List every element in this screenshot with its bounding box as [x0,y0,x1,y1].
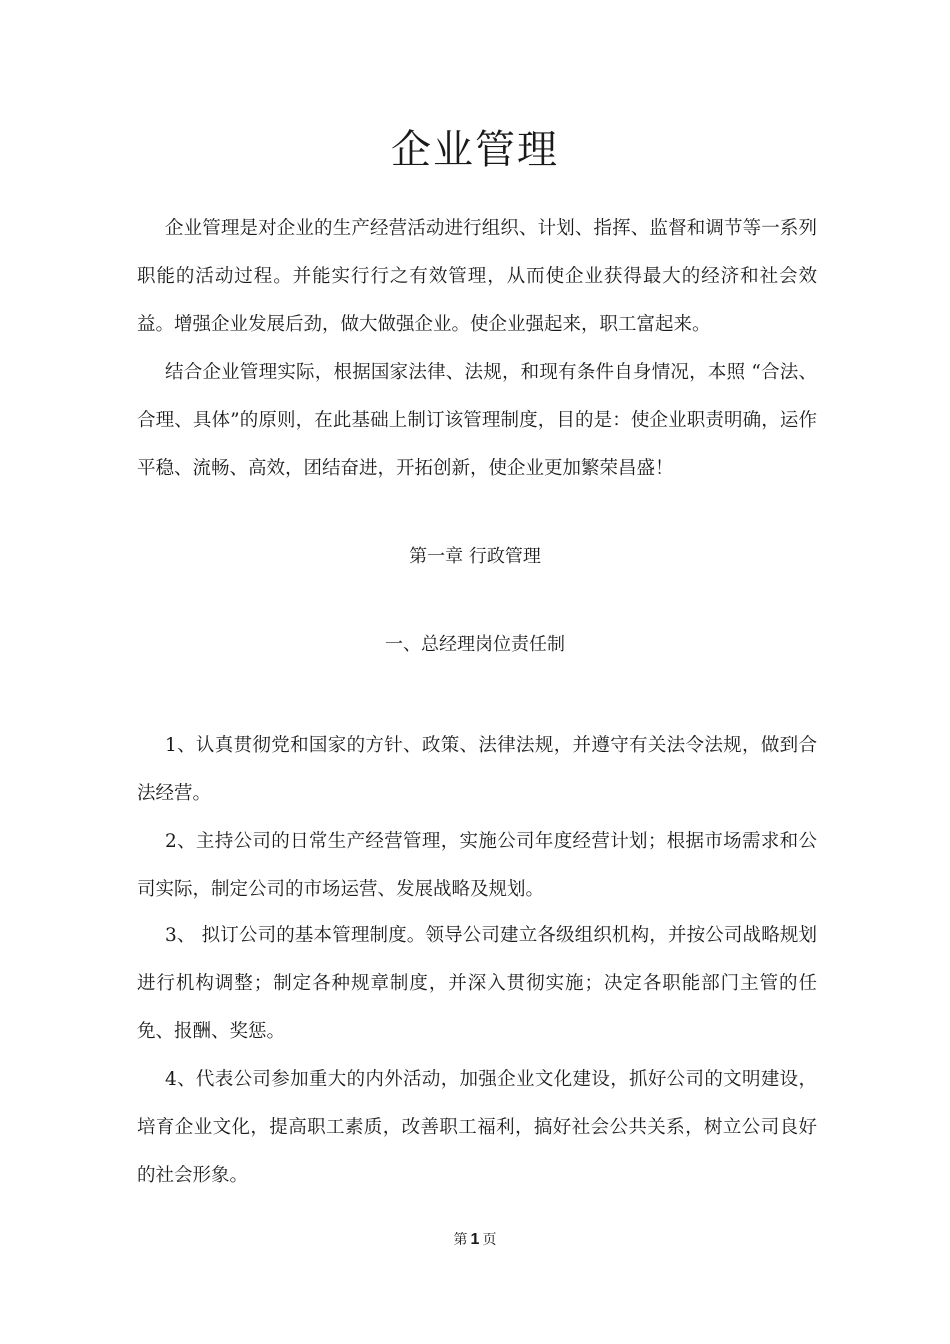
document-title: 企业管理 [391,127,559,173]
section-heading: 一、总经理岗位责任制 [385,634,565,655]
chapter-heading: 第一章 行政管理 [409,546,541,567]
list-item: 3、 拟订公司的基本管理制度。领导公司建立各级组织机构，并按公司战略规划进行机构调整；制定各种规章制度，并深入贯彻实施；决定各职能部门主管的任免、报酬、奖惩。 [137,925,817,1042]
list-item: 4、代表公司参加重大的内外活动，加强企业文化建设，抓好公司的文明建设，培育企业文化，提高职工素质，改善职工福利，搞好社会公共关系，树立公司良好的社会形象。 [137,1069,817,1186]
list-item: 2、主持公司的日常生产经营管理，实施公司年度经营计划；根据市场需求和公司实际，制定公司的市场运营、发展战略及规划。 [137,831,817,900]
intro-paragraph: 结合企业管理实际，根据国家法律、法规，和现有条件自身情况，本照 “合法、合理、具体”的原则，在此基础上制订该管理制度，目的是：使企业职责明确，运作平稳、流畅、高效，团结奋进，开拓创新，使企业更加繁荣昌盛！ [137,362,817,479]
page-footer-prefix: 第 [453,1232,468,1248]
page-footer [0,1228,950,1252]
page-footer-suffix: 页 [482,1232,497,1248]
intro-paragraph: 企业管理是对企业的生产经营活动进行组织、计划、指挥、监督和调节等一系列职能的活动过程。并能实行行之有效管理，从而使企业获得最大的经济和社会效益。增强企业发展后劲，做大做强企业。使企业强起来，职工富起来。 [137,218,817,335]
page-number: 1 [470,1231,480,1248]
list-item: 1、认真贯彻党和国家的方针、政策、法律法规，并遵守有关法令法规，做到合法经营。 [137,735,817,804]
